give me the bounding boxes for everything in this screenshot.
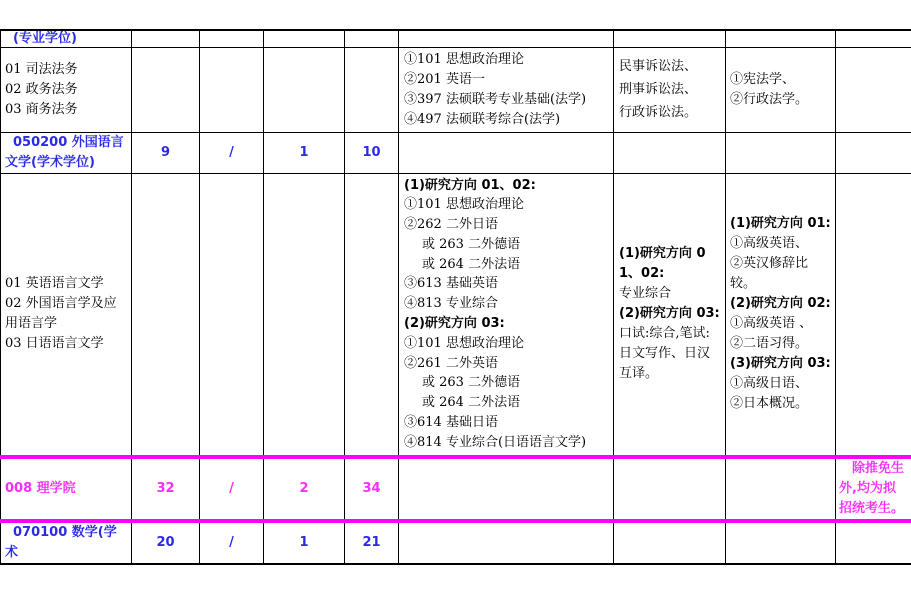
- program-cell: [1, 457, 132, 521]
- remarks-cell: [836, 132, 911, 173]
- text-line: 01 司法法务: [5, 60, 127, 80]
- exam-subjects-cell: [399, 521, 614, 564]
- text-line: 03 日语语言文学: [5, 334, 127, 354]
- text-line: (1)研究方向 01:: [730, 214, 831, 234]
- retest-subjects-cell: [614, 173, 726, 457]
- text-line: ④497 法硕联考综合(法学): [404, 110, 608, 130]
- count-cell-1: 20: [132, 521, 200, 564]
- program-cell: [1, 173, 132, 457]
- text-line: 民事诉讼法、: [619, 55, 720, 78]
- text-line: 或 263 二外德语: [404, 373, 608, 393]
- program-cell: [1, 132, 132, 173]
- count-cell-2: [200, 47, 264, 132]
- count-cell-1: [132, 47, 200, 132]
- exam-subjects-cell: [399, 173, 614, 457]
- retest-subjects-cell: [614, 30, 726, 47]
- text-line: (2)研究方向 03:: [404, 314, 608, 334]
- text-line: (2)研究方向 03:: [619, 304, 720, 324]
- count-cell-2: /: [200, 521, 264, 564]
- count-cell-2: [200, 173, 264, 457]
- count-cell-1: 32: [132, 457, 200, 521]
- exam-subjects-cell: [399, 132, 614, 173]
- table-row: [1, 132, 911, 173]
- text-line: (1)研究方向 01、02:: [404, 176, 608, 196]
- count-cell-4: [345, 47, 399, 132]
- text-line: 口试:综合,笔试:日文写作、日汉互译。: [619, 324, 720, 384]
- text-line: 050200 外国语言文学(学术学位): [5, 133, 127, 173]
- text-line: 02 政务法务: [5, 80, 127, 100]
- program-cell: [1, 47, 132, 132]
- text-line: ②日本概况。: [730, 394, 831, 414]
- count-cell-1: [132, 173, 200, 457]
- text-line: 070100 数学(学术: [5, 523, 127, 563]
- text-line: ②行政法学。: [730, 90, 831, 110]
- remarks-cell: [836, 457, 911, 521]
- text-line: 或 264 二外法语: [404, 255, 608, 275]
- text-line: ①101 思想政治理论: [404, 334, 608, 354]
- count-cell-3: 1: [264, 521, 345, 564]
- remarks-cell: [836, 173, 911, 457]
- text-line: (1)研究方向 01、02:: [619, 244, 720, 284]
- text-line: ①高级英语 、: [730, 314, 831, 334]
- count-cell-2: /: [200, 132, 264, 173]
- table-row: [1, 47, 911, 132]
- text-line: 02 外国语言学及应用语言学: [5, 294, 127, 334]
- count-cell-3: [264, 47, 345, 132]
- text-line: ①高级英语、: [730, 234, 831, 254]
- text-line: ①宪法学、: [730, 70, 831, 90]
- text-line: ①101 思想政治理论: [404, 195, 608, 215]
- count-cell-2: [200, 30, 264, 47]
- exam-subjects-cell: [399, 30, 614, 47]
- text-line: 或 264 二外法语: [404, 393, 608, 413]
- text-line: ③397 法硕联考专业基础(法学): [404, 90, 608, 110]
- additional-test-cell: [726, 30, 836, 47]
- count-cell-3: [264, 173, 345, 457]
- additional-test-cell: [726, 47, 836, 132]
- text-line: ④814 专业综合(日语语言文学): [404, 433, 608, 453]
- text-line: 专业综合: [619, 284, 720, 304]
- count-cell-4: 10: [345, 132, 399, 173]
- count-cell-4: 21: [345, 521, 399, 564]
- remarks-cell: [836, 47, 911, 132]
- remarks-cell: [836, 521, 911, 564]
- retest-subjects-cell: [614, 47, 726, 132]
- additional-test-cell: [726, 521, 836, 564]
- document-page: [0, 29, 911, 600]
- text-line: 01 英语语言文学: [5, 274, 127, 294]
- text-line: ②201 英语一: [404, 70, 608, 90]
- text-line: ①高级日语、: [730, 374, 831, 394]
- count-cell-1: [132, 30, 200, 47]
- program-cell: [1, 521, 132, 564]
- count-cell-1: 9: [132, 132, 200, 173]
- text-line: ②262 二外日语: [404, 215, 608, 235]
- text-line: 招统考生。: [839, 499, 908, 519]
- text-line: ③614 基础日语: [404, 413, 608, 433]
- count-cell-3: 1: [264, 132, 345, 173]
- text-line: (3)研究方向 03:: [730, 354, 831, 374]
- retest-subjects-cell: [614, 521, 726, 564]
- text-line: ③613 基础英语: [404, 274, 608, 294]
- text-line: (2)研究方向 02:: [730, 294, 831, 314]
- text-line: 或 263 二外德语: [404, 235, 608, 255]
- count-cell-4: [345, 173, 399, 457]
- table-row: [1, 173, 911, 457]
- text-line: 外,均为拟: [839, 479, 908, 499]
- table-row: [1, 30, 911, 47]
- text-line: 除推免生: [839, 459, 908, 479]
- text-line: 刑事诉讼法、: [619, 78, 720, 101]
- exam-subjects-cell: [399, 457, 614, 521]
- retest-subjects-cell: [614, 457, 726, 521]
- text-line: (专业学位): [5, 31, 127, 46]
- count-cell-3: 2: [264, 457, 345, 521]
- text-line: 行政诉讼法。: [619, 101, 720, 124]
- count-cell-2: /: [200, 457, 264, 521]
- additional-test-cell: [726, 457, 836, 521]
- text-line: ②英汉修辞比较。: [730, 254, 831, 294]
- text-line: 03 商务法务: [5, 100, 127, 120]
- text-line: 008 理学院: [5, 479, 127, 499]
- additional-test-cell: [726, 173, 836, 457]
- count-cell-4: 34: [345, 457, 399, 521]
- table-row: [1, 521, 911, 564]
- program-cell: [1, 30, 132, 47]
- exam-subjects-cell: [399, 47, 614, 132]
- additional-test-cell: [726, 132, 836, 173]
- table-row: [1, 457, 911, 521]
- text-line: ①101 思想政治理论: [404, 50, 608, 70]
- count-cell-4: [345, 30, 399, 47]
- admissions-table: [0, 29, 911, 565]
- remarks-cell: [836, 30, 911, 47]
- retest-subjects-cell: [614, 132, 726, 173]
- text-line: ④813 专业综合: [404, 294, 608, 314]
- text-line: ②二语习得。: [730, 334, 831, 354]
- text-line: ②261 二外英语: [404, 354, 608, 374]
- count-cell-3: [264, 30, 345, 47]
